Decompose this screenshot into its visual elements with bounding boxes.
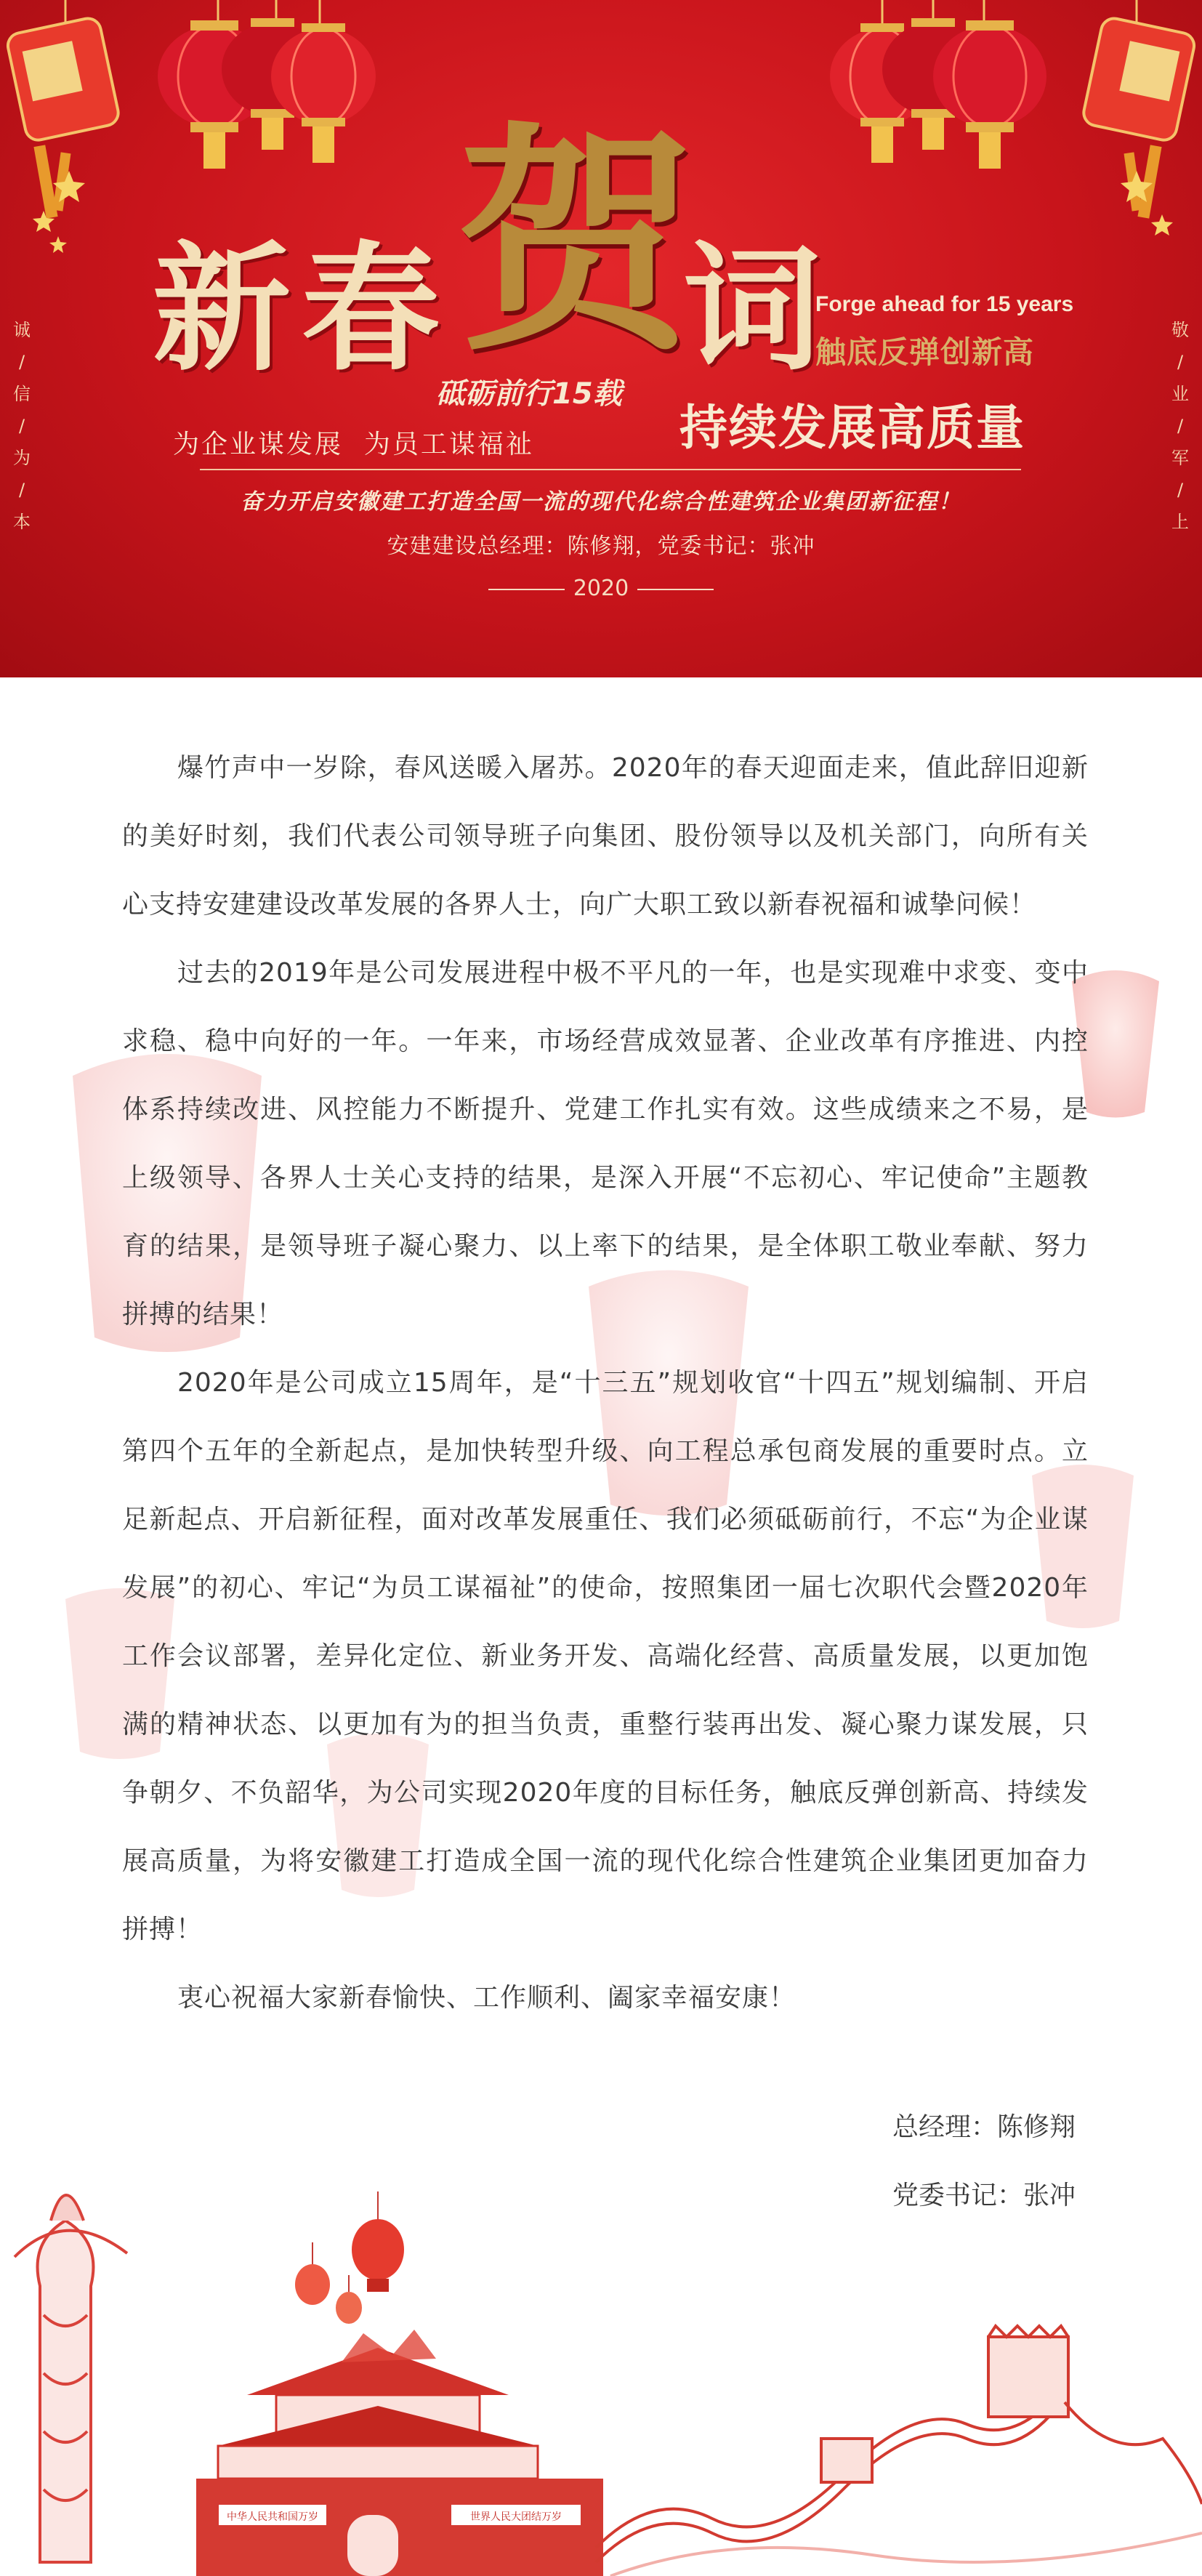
- tiananmen-gate-icon: [196, 2330, 603, 2576]
- slogan-company: 为企业谋发展 为员工谋福祉: [173, 430, 534, 459]
- huabiao-pillar-icon: [15, 2195, 127, 2562]
- slogan-15-years: 砥砺前行15载: [436, 377, 622, 411]
- letter-body: [122, 734, 1089, 2032]
- title-char-xin: 新: [153, 228, 287, 390]
- year-dash-right: [637, 589, 714, 590]
- great-wall-icon: [596, 2326, 1202, 2576]
- motto-char: 诚: [13, 320, 31, 340]
- title-char-ci: 词: [683, 228, 822, 390]
- mission-statement: 奋力开启安徽建工打造全国一流的现代化综合性建筑企业集团新征程！: [241, 489, 961, 515]
- motto-char: /: [1177, 416, 1184, 436]
- signature-party-secretary: 党委书记：张冲: [892, 2181, 1076, 2210]
- paragraph-wishes: 衷心祝福大家新春愉快、工作顺利、阖家幸福安康！: [177, 1983, 796, 2013]
- english-slogan: Forge ahead for 15 years: [815, 292, 1074, 316]
- motto-char: 上: [1171, 512, 1189, 532]
- small-lanterns-icon: [295, 2191, 404, 2324]
- paragraph-2020-outlook: 2020年是公司成立15周年，是“十三五”规划收官“十四五”规划编制、开启第四个五年的全新起点，是加快转型升级、向工程总承包商发展的重要时点。立足新起点、开启新征程，面对改革发展重任、我们必须砥砺前行，不忘“为企业谋发展”的初心、牢记“为员工谋福祉”的使命，按照集团一届七次职代会暨2020年工作会议部署，差异化定位、新业务开发、高端化经营、高质量发展，以更加饱满的精神状态、以更加有为的担当负责，重整行装再出发、凝心聚力谋发展，只争朝夕、不负韶华，为公司实现2020年度的目标任务，触底反弹创新高、持续发展高质量，为将安徽建工打造成全国一流的现代化综合性建筑企业集团更加奋力拼搏！: [122, 1368, 1089, 1944]
- title-char-he: 贺: [456, 101, 696, 383]
- paragraph-2019-review: 过去的2019年是公司发展进程中极不平凡的一年，也是实现难中求变、变中求稳、稳中向好的一年。一年来，市场经营成效显著、企业改革有序推进、内控体系持续改进、风控能力不断提升、党建工作扎实有效。这些成绩来之不易，是上级领导、各界人士关心支持的结果，是深入开展“不忘初心、牢记使命”主题教育的结果，是领导班子凝心聚力、以上率下的结果，是全体职工敬业奉献、努力拼搏的结果！: [122, 958, 1089, 1329]
- hanging-lanterns-left-icon: [0, 0, 407, 262]
- slogan-rebound: 触底反弹创新高: [815, 334, 1035, 370]
- motto-char: 军: [1171, 448, 1189, 468]
- title-char-chun: 春: [302, 228, 440, 390]
- motto-char: /: [18, 352, 25, 372]
- year-line: [0, 576, 1202, 601]
- motto-char: 敬: [1171, 320, 1189, 340]
- motto-char: 本: [13, 512, 31, 532]
- motto-char: /: [18, 416, 25, 436]
- hanging-lanterns-right-icon: [795, 0, 1202, 262]
- motto-char: /: [1177, 480, 1184, 500]
- year-label: 2020: [573, 576, 629, 601]
- motto-char: 业: [1171, 384, 1189, 404]
- slogan-quality: 持续发展高质量: [679, 400, 1025, 456]
- banner-divider: [200, 469, 1021, 470]
- gate-banner-right: 世界人民大团结万岁: [470, 2511, 562, 2523]
- year-dash-left: [488, 589, 565, 590]
- motto-char: /: [1177, 352, 1184, 372]
- header-banner: [0, 0, 1202, 677]
- signature-block: [892, 2093, 1076, 2230]
- gate-banner-left: 中华人民共和国万岁: [227, 2511, 318, 2523]
- leaders-line: 安建建设总经理：陈修翔，党委书记：张冲: [387, 534, 815, 559]
- motto-char: 为: [13, 448, 31, 468]
- motto-char: /: [18, 480, 25, 500]
- signature-general-manager: 总经理：陈修翔: [892, 2112, 1076, 2142]
- motto-char: 信: [13, 384, 31, 404]
- paragraph-greeting: 爆竹声中一岁除，春风送暖入屠苏。2020年的春天迎面走来，值此辞旧迎新的美好时刻，我们代表公司领导班子向集团、股份领导以及机关部门，向所有关心支持安建建设改革发展的各界人士，向广大职工致以新春祝福和诚挚问候！: [122, 753, 1089, 919]
